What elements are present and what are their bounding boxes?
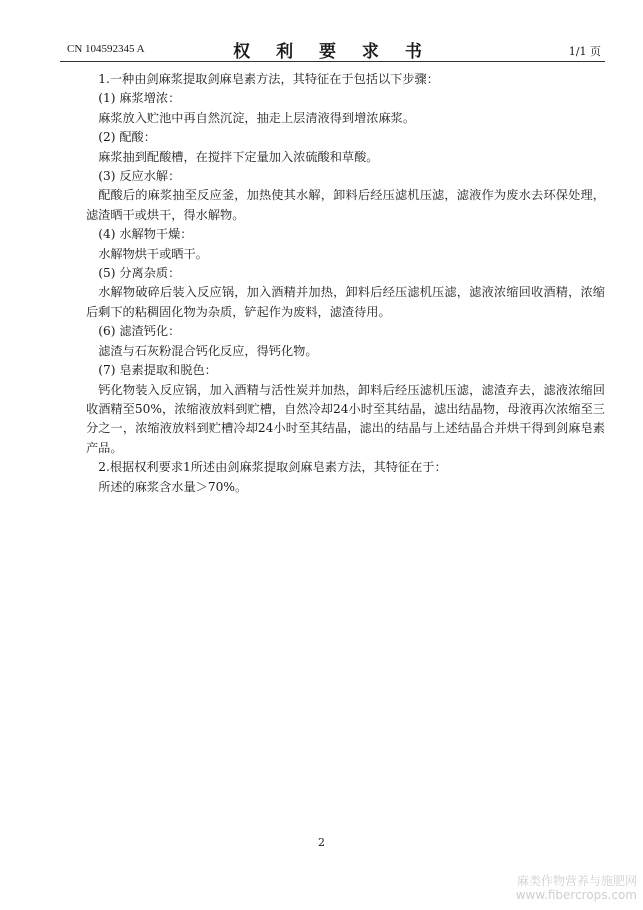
claim-line: 麻浆抽到配酸槽，在搅拌下定量加入浓硫酸和草酸。 xyxy=(98,149,379,164)
watermark-url: www.fibercrops.com xyxy=(515,888,637,902)
claim-line: 所述的麻浆含水量＞70%。 xyxy=(98,479,248,494)
watermark xyxy=(516,874,637,902)
claims-body xyxy=(86,70,605,497)
claim-line: (2) 配酸： xyxy=(98,130,156,145)
claim-line: (7) 皂素提取和脱色： xyxy=(98,363,217,378)
claim-line: 2.根据权利要求1所述由剑麻浆提取剑麻皂素方法，其特征在于： xyxy=(98,460,447,475)
claim-line: (1) 麻浆增浓： xyxy=(98,91,181,106)
claim-line: (6) 滤渣钙化： xyxy=(98,324,181,339)
page-header xyxy=(60,36,605,62)
claim-line: (4) 水解物干燥： xyxy=(98,227,193,242)
claim-line: 水解物破碎后装入反应锅，加入酒精并加热，卸料后经压滤机压滤，滤液浓缩回收酒精，浓缩后剩下的粘稠固化物为杂质，铲起作为废料，滤渣待用。 xyxy=(86,285,605,319)
page-info: 1/1 页 xyxy=(568,45,601,58)
claim-line: 水解物烘干或晒干。 xyxy=(98,246,208,261)
claim-line: 钙化物装入反应锅，加入酒精与活性炭并加热，卸料后经压滤机压滤，滤渣弃去，滤液浓缩回收酒精至50%，浓缩液放料到贮槽，自然冷却24小时至其结晶，滤出结晶物，母液再次浓缩至三分之一，浓缩液放料到贮槽冷却24小时至其结晶，滤出的结晶与上述结晶合并烘干得到剑麻皂素产品。 xyxy=(86,382,605,455)
claim-line: (3) 反应水解： xyxy=(98,169,181,184)
claim-line: 滤渣与石灰粉混合钙化反应，得钙化物。 xyxy=(98,343,318,358)
claim-line: 配酸后的麻浆抽至反应釜，加热使其水解，卸料后经压滤机压滤，滤液作为废水去环保处理，滤渣晒干或烘干，得水解物。 xyxy=(86,188,605,222)
publication-number: CN 104592345 A xyxy=(67,43,145,55)
document-title: 权 利 要 求 书 xyxy=(233,42,432,62)
claim-line: 1.一种由剑麻浆提取剑麻皂素方法，其特征在于包括以下步骤： xyxy=(98,72,439,86)
watermark-site-name: 麻类作物营养与施肥网 xyxy=(516,874,637,888)
header-rule xyxy=(60,61,605,62)
page-number: 2 xyxy=(318,836,325,849)
claim-line: 麻浆放入贮池中再自然沉淀，抽走上层清液得到增浓麻浆。 xyxy=(98,110,416,125)
claim-line: (5) 分离杂质： xyxy=(98,266,181,281)
